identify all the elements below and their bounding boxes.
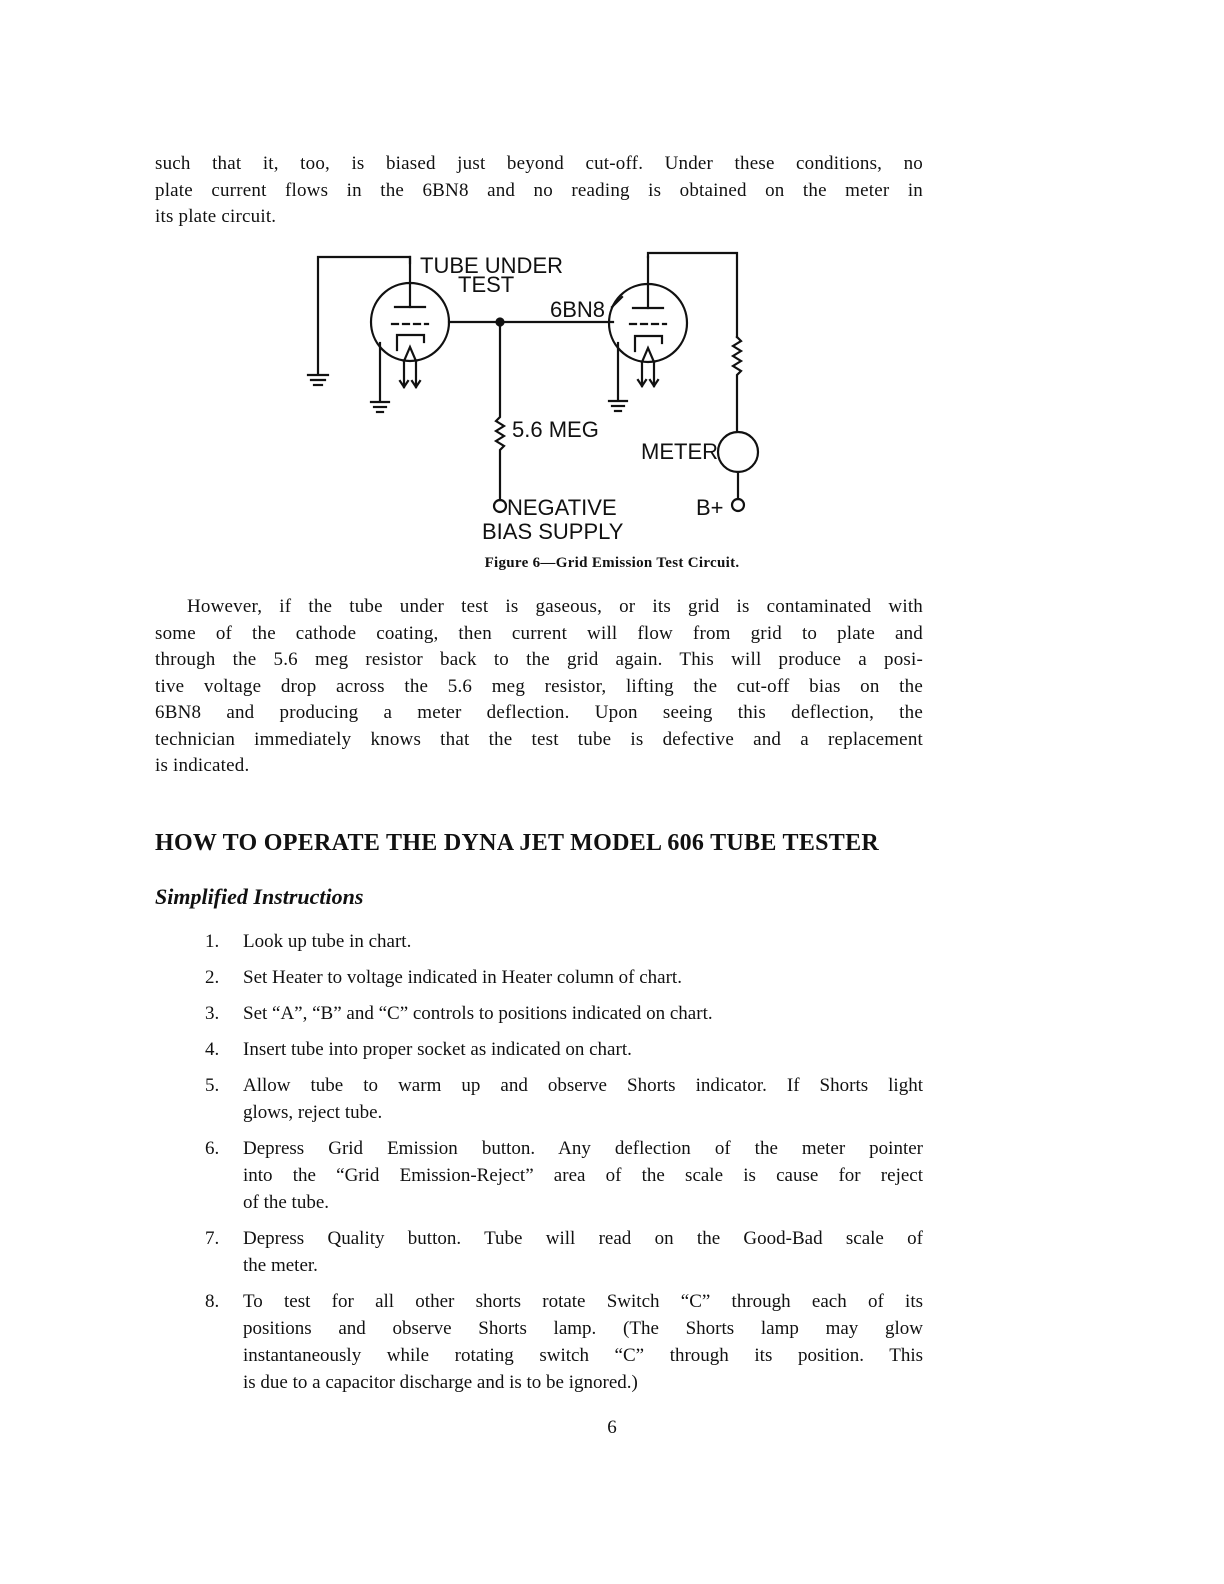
tube-6bn8-symbol — [609, 257, 687, 362]
step-number: 7. — [205, 1228, 220, 1249]
text-line: is indicated. — [155, 755, 250, 776]
section-heading: HOW TO OPERATE THE DYNA JET MODEL 606 TUBE TESTER — [155, 830, 880, 856]
text-line: However, if the tube under test is gaseous, or its grid is contaminated with — [187, 596, 923, 617]
step-number: 5. — [205, 1075, 220, 1096]
label-negative: NEGATIVE — [507, 495, 617, 520]
label-5-6-meg: 5.6 MEG — [512, 417, 599, 442]
plate-load-resistor — [733, 337, 741, 431]
text-line: technician immediately knows that the test tube is defective and a replacement — [155, 728, 923, 750]
step-number: 6. — [205, 1138, 220, 1159]
step-text-line: Allow tube to warm up and observe Shorts indicator. If Shorts light — [243, 1075, 923, 1096]
page-number: 6 — [607, 1417, 617, 1438]
step-number: 1. — [205, 931, 220, 952]
instruction-list — [205, 928, 923, 1405]
right-plate-wire — [648, 253, 737, 337]
b-plus-terminal — [732, 499, 744, 511]
text-line: 6BN8 and producing a meter deflection. Upon seeing this deflection, the — [155, 702, 923, 723]
step-text-line: positions and observe Shorts lamp. (The Shorts lamp may glow — [243, 1318, 923, 1339]
instruction-step — [205, 1072, 923, 1126]
left-plate-wire — [318, 257, 410, 373]
section-subheading: Simplified Instructions — [155, 884, 364, 909]
label-meter: METER — [641, 439, 718, 464]
instruction-step — [205, 964, 923, 991]
bias-supply-terminal — [494, 500, 506, 512]
step-text-line: the meter. — [243, 1255, 318, 1276]
text-line: some of the cathode coating, then current will flow from grid to plate and — [155, 622, 923, 644]
step-text-line: Look up tube in chart. — [243, 931, 412, 952]
instruction-step — [205, 1288, 923, 1396]
instruction-step — [205, 1135, 923, 1216]
step-text-line: instantaneously while rotating switch “C” through its position. This — [243, 1345, 923, 1366]
resistor-5-6-meg — [496, 322, 504, 500]
step-text-line: Depress Grid Emission button. Any deflection of the meter pointer — [243, 1138, 923, 1159]
step-text-line: Set Heater to voltage indicated in Heater column of chart. — [243, 967, 682, 988]
step-text-line: Insert tube into proper socket as indicated on chart. — [243, 1039, 632, 1060]
text-line: plate current flows in the 6BN8 and no reading is obtained on the meter in — [155, 179, 923, 201]
step-text-line: To test for all other shorts rotate Switch “C” through each of its — [243, 1291, 923, 1312]
figure-caption: Figure 6—Grid Emission Test Circuit. — [484, 555, 740, 571]
step-text-line: is due to a capacitor discharge and is to be ignored.) — [243, 1372, 638, 1393]
label-b-plus: B+ — [696, 495, 724, 520]
label-tube-under-test-1: TUBE UNDER — [420, 253, 564, 278]
body-paragraph — [155, 594, 923, 780]
label-tube-under-test-2: TEST — [458, 272, 515, 297]
ground-symbol-left-plate — [308, 375, 328, 385]
intro-paragraph — [155, 151, 923, 231]
step-text-line: of the tube. — [243, 1192, 330, 1213]
ground-symbol-right-cathode — [609, 401, 627, 411]
label-bias-supply: BIAS SUPPLY — [482, 519, 624, 544]
step-number: 4. — [205, 1039, 220, 1060]
instruction-step — [205, 1000, 923, 1027]
step-text-line: Set “A”, “B” and “C” controls to positions indicated on chart. — [243, 1003, 713, 1024]
label-6bn8: 6BN8 — [550, 297, 606, 322]
text-line: its plate circuit. — [155, 206, 277, 227]
instruction-step — [205, 1225, 923, 1279]
text-line: such that it, too, is biased just beyond cut-off. Under these conditions, no — [155, 153, 923, 174]
step-number: 3. — [205, 1003, 220, 1024]
text-line: tive voltage drop across the 5.6 meg resistor, lifting the cut-off bias on the — [155, 675, 923, 697]
step-number: 2. — [205, 967, 220, 988]
text-line: through the 5.6 meg resistor back to the grid again. This will produce a posi- — [155, 649, 923, 670]
step-text-line: glows, reject tube. — [243, 1102, 383, 1123]
grid-emission-circuit-diagram — [300, 245, 780, 550]
step-number: 8. — [205, 1291, 220, 1312]
instruction-step — [205, 928, 923, 955]
step-text-line: into the “Grid Emission-Reject” area of the scale is cause for reject — [243, 1165, 923, 1186]
step-text-line: Depress Quality button. Tube will read on the Good-Bad scale of — [243, 1228, 923, 1249]
instruction-step — [205, 1036, 923, 1063]
meter-symbol — [718, 432, 758, 472]
ground-symbol-left-cathode — [371, 402, 389, 412]
